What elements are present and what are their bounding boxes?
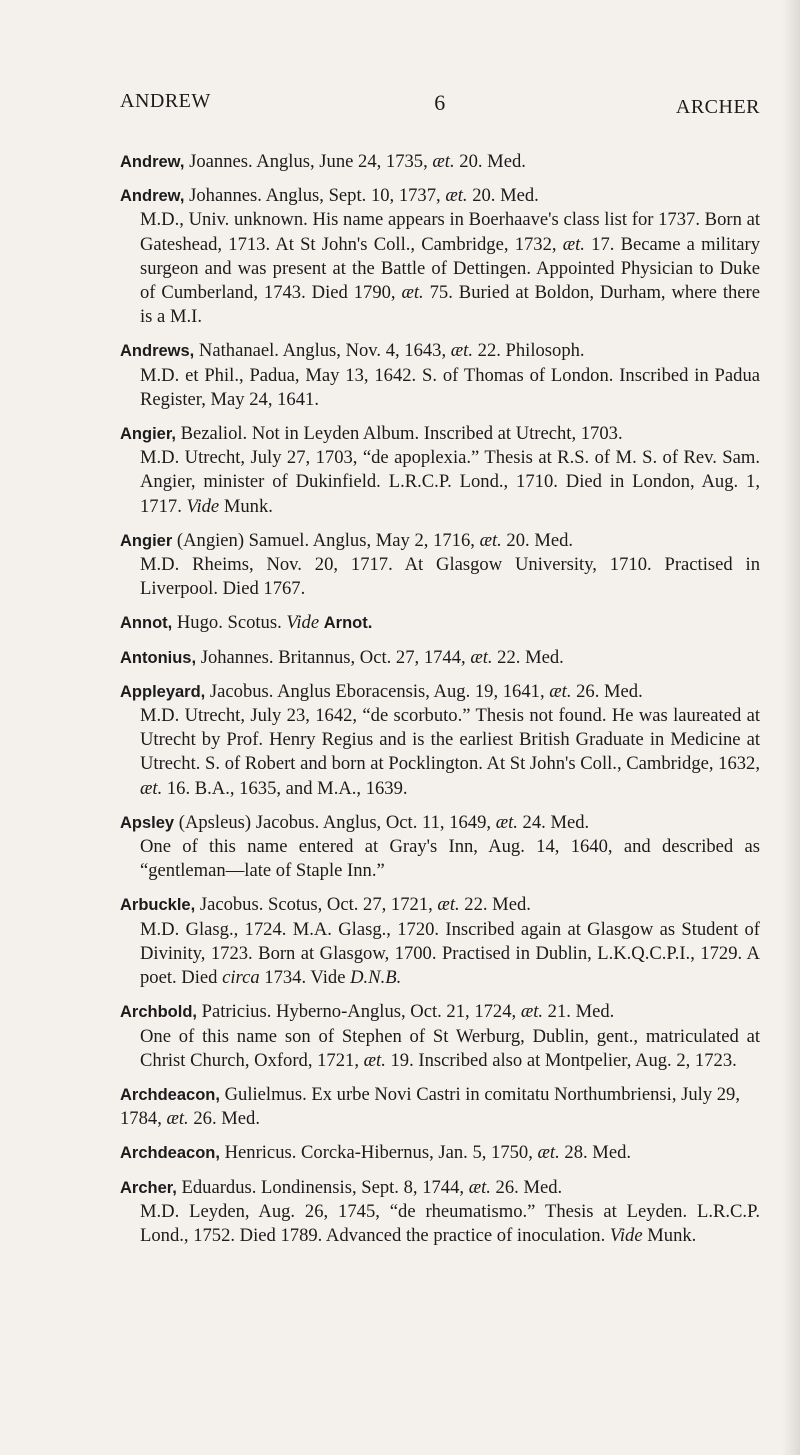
entry-body-text: 17. Became a military surgeon and was present at the Battle of Dettingen. Appointed Physician to Duke of Cumberland, 1743. Died 1790, [140,233,760,304]
entry-body [140,835,760,883]
entry-heading [120,1083,760,1131]
entry-surname: Angier [120,531,173,550]
entry-body [140,1025,760,1073]
entry-heading-tail: 22. Philosoph. [473,340,585,362]
entry-body-text: M.D. et Phil., Padua, May 13, 1642. S. of Thomas of London. Inscribed in Padua Register, May 24, 1641. [140,364,760,410]
biographical-entry [120,422,760,519]
entry-body-text: M.D. Utrecht, July 27, 1703, “de apoplexia.” Thesis at R.S. of M. S. of Rev. Sam. Angier, minister of Dukinfield. L.R.C.P. Lond., 1710. Died in London, Aug. 1, 1717. [140,447,760,517]
entry-heading [120,1000,760,1024]
entry-body [140,704,760,801]
entry-heading-italic: Vide [286,612,320,634]
entry-surname: Archdeacon, [120,1144,220,1163]
entry-body-text: One of this name son of Stephen of St Werburg, Dublin, gent., matriculated at Christ Church, Oxford, 1721, [140,1025,760,1071]
entry-body-italic: æt. [401,282,424,304]
entry-heading-italic: æt. [495,811,518,833]
entry-heading [120,150,760,174]
header-left-word: ANDREW [120,90,211,112]
entry-heading-italic: æt. [166,1108,189,1130]
entry-heading-italic: æt. [437,894,460,916]
biographical-entry [120,1176,760,1249]
biographical-entry [120,1000,760,1073]
entry-heading-text: Jacobus. Scotus, Oct. 27, 1721, [195,894,438,916]
entry-heading-tail: 20. Med. [467,185,539,207]
entry-surname: Apsley [120,813,175,832]
entry-surname: Arbuckle, [120,896,196,915]
entry-body [140,553,760,601]
entry-body [140,364,760,412]
entry-heading-tail: 26. Med. [571,680,643,702]
entry-heading [120,811,760,835]
biographical-entry [120,646,760,670]
entry-heading [120,646,760,670]
entry-heading-text: (Angien) Samuel. Anglus, May 2, 1716, [172,529,480,551]
entry-body-text: One of this name entered at Gray's Inn, Aug. 14, 1640, and described as “gentleman—late of Staple Inn.” [140,836,760,882]
entry-heading-text: Johannes. Anglus, Sept. 10, 1737, [184,185,446,207]
entry-heading-italic: æt. [432,151,455,172]
entry-heading-tail: 22. Med. [492,646,564,668]
biographical-entry [120,339,760,412]
entry-surname: Appleyard, [120,682,206,701]
entry-heading-text: Joannes. Anglus, June 24, 1735, [184,151,433,172]
entry-body-text: M.D. Rheims, Nov. 20, 1717. At Glasgow University, 1710. Practised in Liverpool. Died 1767. [140,554,760,600]
entry-body-italic: circa [222,967,260,989]
header-right-word: ARCHER [675,96,760,118]
entry-surname: Annot, [120,614,173,633]
entry-body-text: M.D. Utrecht, July 23, 1642, “de scorbuto.” Thesis not found. He was laureated at Utrecht by Prof. Henry Regius and is the earliest British Graduate in Medicine at Utrecht. S. of Robert and born at Pocklington. At St John's Coll., Cambridge, 1632, [140,705,761,775]
entry-body-italic: æt. [140,777,163,799]
entry-body-text: 1734. Vide [259,967,351,989]
entry-heading-tail: 20. Med. [501,529,574,551]
entry-heading-text: Johannes. Britannus, Oct. 27, 1744, [196,646,471,668]
entry-heading [120,893,760,917]
entry-heading-italic: æt. [520,1001,544,1023]
biographical-entry [120,529,760,602]
entry-heading-text: Jacobus. Anglus Eboracensis, Aug. 19, 1641, [205,680,550,702]
page-number: 6 [434,90,446,115]
entry-surname: Antonius, [120,648,197,667]
biographical-entry [120,680,760,801]
entry-heading-tail: 24. Med. [517,811,590,833]
entry-body [140,1200,760,1248]
entry-heading-text: Gulielmus. Ex urbe Novi Castri in comitatu Northumbriensi, July 29, 1784, [120,1083,741,1130]
entry-body-text: M.D. Glasg., 1724. M.A. Glasg., 1720. Inscribed again at Glasgow as Student of Divinity, 1723. Born at Glasgow, 1700. Practised in Dublin, L.K.Q.C.P.I., 1729. A poet. Died [140,918,760,989]
entry-heading-tail: 22. Med. [459,894,531,916]
entry-body-italic: Vide [609,1224,643,1246]
entry-heading-text: Nathanael. Anglus, Nov. 4, 1643, [194,340,451,362]
entry-body-text: 75. Buried at Boldon, Durham, where there is a M.I. [140,282,760,328]
biographical-entry [120,893,760,990]
entry-body-text: Munk. [642,1224,697,1246]
entry-heading [120,184,760,208]
entry-heading-italic: æt. [537,1142,560,1164]
entry-body-italic: æt. [562,233,585,255]
entry-heading-text: Bezaliol. Not in Leyden Album. Inscribed at Utrecht, 1703. [175,423,623,445]
entry-list [120,150,760,1258]
biographical-entry [120,1141,760,1165]
entry-body-text: 16. B.A., 1635, and M.A., 1639. [162,777,408,799]
entry-heading-italic: æt. [468,1176,491,1198]
biographical-entry [120,150,760,174]
entry-cross-reference: Arnot. [323,614,373,633]
entry-surname: Archdeacon, [120,1085,220,1104]
entry-heading-italic: æt. [549,680,572,702]
entry-heading-tail: 26. Med. [490,1176,563,1198]
entry-body-text: Munk. [219,495,273,517]
entry-heading [120,529,760,553]
entry-body [140,208,760,329]
entry-surname: Andrew, [120,153,185,171]
entry-surname: Angier, [120,425,176,444]
entry-heading [120,422,760,446]
running-head [120,90,760,120]
biographical-entry [120,611,760,635]
entry-heading-tail: 26. Med. [188,1108,260,1130]
entry-heading-tail: 28. Med. [559,1142,632,1164]
entry-heading-italic: æt. [450,340,473,362]
entry-heading-text: Hugo. Scotus. [172,612,287,634]
entry-heading-text: Eduardus. Londinensis, Sept. 8, 1744, [176,1176,469,1198]
entry-body-text: M.D. Leyden, Aug. 26, 1745, “de rheumatismo.” Thesis at Leyden. L.R.C.P. Lond., 1752. Died 1789. Advanced the practice of inoculation. [140,1200,760,1246]
page-edge-shadow [782,0,800,1455]
entry-heading-text: Patricius. Hyberno-Anglus, Oct. 21, 1724, [197,1001,521,1023]
entry-body-text: M.D., Univ. unknown. His name appears in Boerhaave's class list for 1737. Born at Gateshead, 1713. At St John's Coll., Cambridge, 1732, [140,209,760,255]
entry-heading-text: (Apsleus) Jacobus. Anglus, Oct. 11, 1649, [174,811,496,833]
entry-heading-italic: æt. [479,529,502,551]
entry-body-text: 19. Inscribed also at Montpelier, Aug. 2, 1723. [385,1049,737,1071]
entry-surname: Andrew, [120,187,185,206]
entry-heading-italic: æt. [445,185,468,207]
entry-heading-tail: 21. Med. [543,1001,615,1023]
biographical-entry [120,1083,760,1131]
entry-body [140,918,760,991]
entry-heading-tail: 20. Med. [454,151,526,172]
entry-heading-text: Henricus. Corcka-Hibernus, Jan. 5, 1750, [219,1142,538,1164]
biographical-entry [120,811,760,884]
entry-heading-italic: æt. [470,646,493,668]
entry-heading [120,1176,760,1200]
entry-surname: Archbold, [120,1003,197,1022]
entry-body [140,446,760,519]
entry-heading [120,680,760,704]
entry-body-italic: D.N.B. [350,967,402,989]
entry-surname: Archer, [120,1178,177,1197]
entry-heading [120,339,760,363]
biographical-entry [120,184,760,329]
entry-heading [120,611,760,635]
entry-body-italic: æt. [363,1049,386,1071]
entry-heading [120,1141,760,1165]
entry-surname: Andrews, [120,342,195,361]
entry-body-italic: Vide [186,495,220,517]
